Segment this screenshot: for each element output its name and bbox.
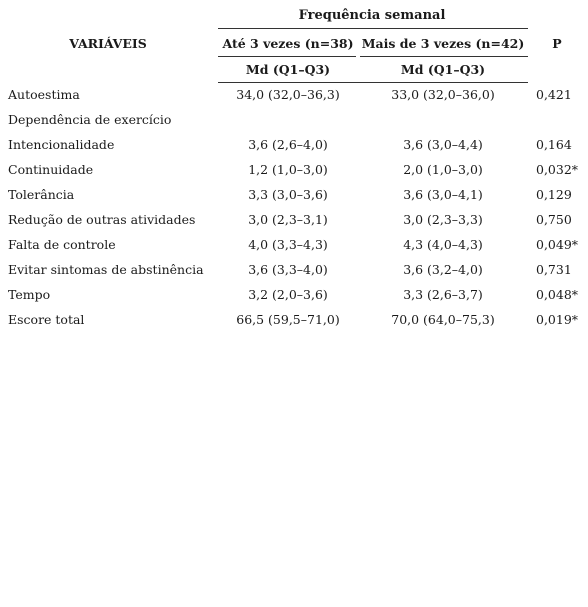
group1-column-header: Até 3 vezes (n=38) xyxy=(222,36,354,51)
group1-value: 34,0 (32,0–36,3) xyxy=(236,87,340,102)
group1-value: 3,6 (3,3–4,0) xyxy=(248,262,328,277)
group-header-rule xyxy=(218,28,528,29)
p-value: 0,032* xyxy=(536,162,579,177)
group1-value: 3,2 (2,0–3,6) xyxy=(248,287,328,302)
p-value: 0,421 xyxy=(536,87,572,102)
table-body xyxy=(0,84,588,334)
group2-value: 2,0 (1,0–3,0) xyxy=(403,162,483,177)
group1-value: 4,0 (3,3–4,3) xyxy=(248,237,328,252)
p-value: 0,164 xyxy=(536,137,572,152)
p-value: 0,731 xyxy=(536,262,572,277)
row-label: Tempo xyxy=(8,287,51,302)
group2-header-rule xyxy=(360,56,528,57)
table-row xyxy=(0,84,588,109)
p-value: 0,019* xyxy=(536,312,579,327)
p-value: 0,750 xyxy=(536,212,572,227)
group2-value: 3,6 (3,2–4,0) xyxy=(403,262,483,277)
row-label: Continuidade xyxy=(8,162,94,177)
p-value: 0,048* xyxy=(536,287,579,302)
table-row xyxy=(0,209,588,234)
group2-column-header: Mais de 3 vezes (n=42) xyxy=(361,36,525,51)
group2-value: 4,3 (4,0–4,3) xyxy=(403,237,483,252)
table-row xyxy=(0,309,588,334)
table-row xyxy=(0,184,588,209)
row-label: Escore total xyxy=(8,312,85,327)
group1-value: 3,6 (2,6–4,0) xyxy=(248,137,328,152)
body-top-rule xyxy=(218,82,528,83)
group1-subheader: Md (Q1–Q3) xyxy=(245,62,331,77)
table-row xyxy=(0,259,588,284)
group2-value: 70,0 (64,0–75,3) xyxy=(391,312,495,327)
row-label: Autoestima xyxy=(8,87,80,102)
row-label: Redução de outras atividades xyxy=(8,212,196,227)
group1-value: 1,2 (1,0–3,0) xyxy=(248,162,328,177)
row-label: Falta de controle xyxy=(8,237,116,252)
row-label: Intencionalidade xyxy=(8,137,115,152)
group1-value: 3,0 (2,3–3,1) xyxy=(248,212,328,227)
group1-value: 66,5 (59,5–71,0) xyxy=(236,312,340,327)
group1-value: 3,3 (3,0–3,6) xyxy=(248,187,328,202)
table-row xyxy=(0,134,588,159)
group2-value: 3,6 (3,0–4,4) xyxy=(403,137,483,152)
p-value: 0,049* xyxy=(536,237,579,252)
table-row xyxy=(0,109,588,134)
table-row xyxy=(0,234,588,259)
group2-value: 3,0 (2,3–3,3) xyxy=(403,212,483,227)
group2-value: 33,0 (32,0–36,0) xyxy=(391,87,495,102)
table-row xyxy=(0,159,588,184)
group2-value: 3,3 (2,6–3,7) xyxy=(403,287,483,302)
variables-column-header: VARIÁVEIS xyxy=(69,36,147,51)
group-header-title: Frequência semanal xyxy=(298,8,446,23)
group2-subheader: Md (Q1–Q3) xyxy=(400,62,486,77)
table-row xyxy=(0,284,588,309)
group2-value: 3,6 (3,0–4,1) xyxy=(403,187,483,202)
p-column-header: P xyxy=(552,36,562,51)
row-label: Evitar sintomas de abstinência xyxy=(8,262,204,277)
group1-header-rule xyxy=(218,56,356,57)
p-value: 0,129 xyxy=(536,187,572,202)
row-label: Tolerância xyxy=(8,187,75,202)
row-label: Dependência de exercício xyxy=(8,112,172,127)
